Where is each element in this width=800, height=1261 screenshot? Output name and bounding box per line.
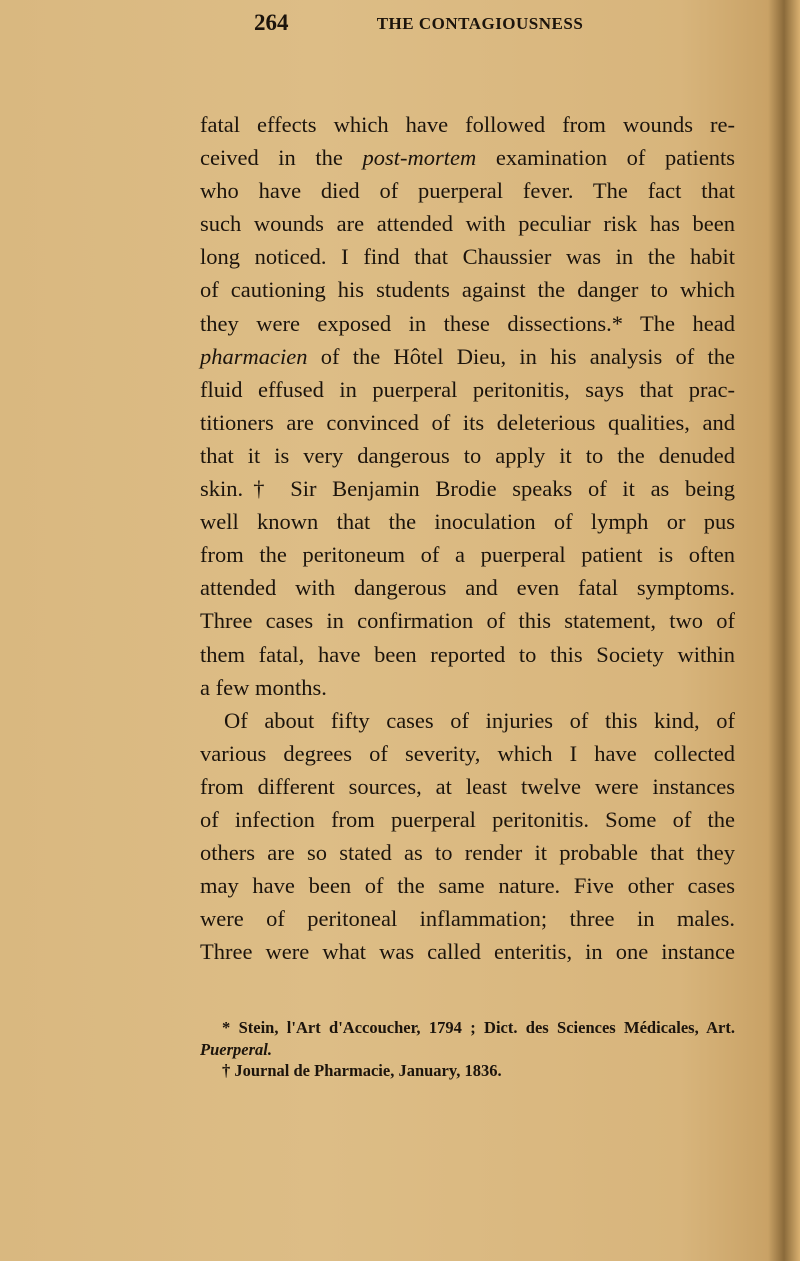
text-segment: of infection from puerperal peritonitis. Some of the <box>200 806 735 832</box>
text-line <box>200 638 735 671</box>
text-line <box>200 174 735 207</box>
text-line <box>200 737 735 770</box>
text-segment: well known that the inoculation of lymph or pus <box>200 509 735 535</box>
text-segment: Three cases in confirmation of this statement, two of <box>200 608 735 634</box>
italic-text: pharmacien <box>200 343 308 369</box>
text-line <box>200 406 735 439</box>
text-line <box>200 207 735 240</box>
text-line <box>200 273 735 306</box>
italic-text: post-mortem <box>362 145 477 171</box>
text-line <box>200 902 735 935</box>
text-segment: examination of patients <box>476 145 735 171</box>
text-segment: ceived in the <box>200 145 363 171</box>
text-line <box>200 439 735 472</box>
text-line <box>200 671 735 704</box>
text-line <box>200 770 735 803</box>
text-line <box>200 803 735 836</box>
text-segment: they were exposed in these dissections.* The head <box>200 310 735 336</box>
text-line <box>200 538 735 571</box>
text-line <box>200 141 735 174</box>
text-segment: * Stein, l'Art d'Accoucher, 1794 ; Dict. des Sciences Médicales, Art. <box>222 1018 735 1037</box>
page-number: 264 <box>254 10 289 35</box>
text-segment: † Journal de Pharmacie, January, 1836. <box>222 1061 502 1080</box>
text-line <box>200 505 735 538</box>
text-segment: long noticed. I find that Chaussier was in the habit <box>200 244 735 270</box>
text-segment: Three were what was called enteritis, in one instance <box>200 939 735 965</box>
text-segment: skin.† Sir Benjamin Brodie speaks of it as being <box>200 476 735 502</box>
text-line <box>200 472 735 505</box>
text-segment: of cautioning his students against the danger to which <box>200 277 735 303</box>
text-segment: from different sources, at least twelve were instances <box>200 773 735 799</box>
text-segment: of the Hôtel Dieu, in his analysis of the <box>307 343 735 369</box>
text-segment: that it is very dangerous to apply it to the denuded <box>200 442 735 468</box>
text-segment: attended with dangerous and even fatal symptoms. <box>200 575 735 601</box>
text-segment: titioners are convinced of its deleterious qualities, and <box>200 409 735 435</box>
text-line <box>200 373 735 406</box>
text-line <box>200 704 735 737</box>
text-segment: who have died of puerperal fever. The fact that <box>200 178 735 204</box>
text-line <box>200 935 735 968</box>
text-line <box>200 836 735 869</box>
text-line <box>200 108 735 141</box>
text-segment: fluid effused in puerperal peritonitis, says that prac- <box>200 376 735 402</box>
text-segment: a few months. <box>200 674 327 700</box>
footnote-line <box>200 1060 735 1082</box>
text-line <box>200 340 735 373</box>
running-head: THE CONTAGIOUSNESS <box>376 14 584 33</box>
text-segment: various degrees of severity, which I have collected <box>200 740 735 766</box>
text-segment: from the peritoneum of a puerperal patient is often <box>200 542 735 568</box>
text-segment: may have been of the same nature. Five other cases <box>200 873 735 899</box>
italic-text: Puerperal. <box>200 1039 272 1059</box>
text-segment: them fatal, have been reported to this Society within <box>200 641 735 667</box>
footnote-line <box>200 1017 735 1039</box>
text-line <box>200 571 735 604</box>
text-segment: others are so stated as to render it probable that they <box>200 840 735 866</box>
text-segment: were of peritoneal inflammation; three in males. <box>200 906 735 932</box>
text-segment: such wounds are attended with peculiar risk has been <box>200 211 735 237</box>
page-header <box>0 10 800 40</box>
body-text <box>200 108 735 968</box>
footnotes <box>200 1017 735 1082</box>
text-line <box>200 869 735 902</box>
text-line <box>200 604 735 637</box>
text-line <box>200 240 735 273</box>
text-segment: fatal effects which have followed from wounds re- <box>200 112 735 137</box>
text-line <box>200 307 735 340</box>
text-segment: Of about fifty cases of injuries of this kind, of <box>224 707 735 733</box>
footnote-line <box>200 1039 735 1061</box>
